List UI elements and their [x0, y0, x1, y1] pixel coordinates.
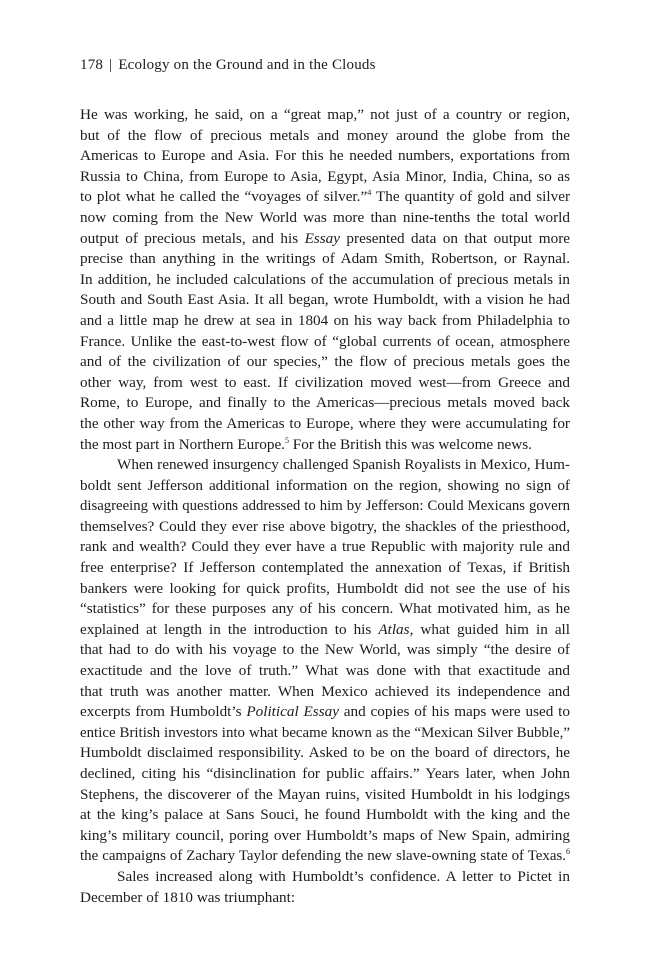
text-line: the other way from the Americas to Europe, where they were accumulating for: [80, 414, 570, 432]
text-line: disagreeing with questions addressed to him by Jefferson: Could Mexicans govern: [80, 498, 570, 515]
text-line: rank and wealth? Could they ever have a true Republic with majority rule and: [80, 538, 570, 556]
chapter-title: Ecology on the Ground and in the Clouds: [118, 57, 376, 73]
text-line: bankers were looking for quick profits, Humboldt did not see the use of his: [80, 579, 570, 597]
text-line: Rome, to Europe, and finally to the Americas—precious metals moved back: [80, 394, 570, 412]
text-line: [80, 846, 570, 867]
text-line: France. Unlike the east-to-west flow of “global currents of ocean, atmosphere: [80, 332, 570, 350]
text-segment: output of precious metals, and his: [80, 229, 305, 247]
text-line: that truth was another matter. When Mexico achieved its independence and: [80, 682, 570, 700]
text-line: but of the flow of precious metals and money around the globe from the: [80, 126, 570, 144]
footnote-marker: 4: [367, 188, 372, 198]
text-line: Stephens, the discoverer of the Mayan ruins, visited Humboldt in his lodgings: [80, 785, 570, 803]
text-line: [80, 187, 570, 208]
text-line: free enterprise? If Jefferson contemplated the annexation of Texas, if British: [80, 559, 570, 577]
text-line: [80, 702, 570, 723]
text-line: South and South East Asia. It all began, wrote Humboldt, with a vision he had: [80, 291, 570, 309]
text-line: When renewed insurgency challenged Spanish Royalists in Mexico, Hum-: [117, 456, 570, 474]
italic-title: Atlas,: [378, 620, 414, 638]
text-segment: and copies of his maps were used to: [338, 703, 570, 721]
text-line: themselves? Could they ever rise above bigotry, the shackles of the priesthood,: [80, 517, 570, 535]
page-number: 178: [80, 57, 104, 73]
text-line: In addition, he included calculations of the accumulation of precious metals in: [80, 270, 570, 288]
text-line: boldt sent Jefferson additional information on the region, showing no sign of: [80, 476, 570, 494]
italic-title: Essay: [304, 229, 340, 247]
text-line: entice British investors into what became known as the “Mexican Silver Bubble,”: [80, 724, 570, 741]
text-line: Sales increased along with Humboldt’s confidence. A letter to Pictet in: [117, 867, 570, 885]
text-line: Russia to China, from Europe to Asia, Egypt, Asia Minor, India, China, so as: [80, 167, 570, 185]
text-segment: the most part in Northern Europe.: [80, 435, 285, 453]
text-line: at the king’s palace at Sans Souci, he found Humboldt with the king and the: [80, 806, 570, 824]
text-segment: what guided him in all: [413, 620, 570, 638]
text-line: declined, citing his “disinclination for public affairs.” Years later, when John: [80, 765, 570, 782]
text-segment: the campaigns of Zachary Taylor defending the new slave-owning state of Texas.: [80, 848, 566, 865]
text-line: that had to do with his voyage to the New World, was simply “the desire of: [80, 641, 570, 659]
text-line: [80, 620, 570, 641]
text-line: king’s military council, poring over Humboldt’s maps of New Spain, admiring: [80, 826, 570, 844]
footnote-marker: 5: [284, 435, 289, 445]
text-line: He was working, he said, on a “great map,” not just of a country or region,: [80, 106, 570, 123]
text-line: “statistics” for these purposes any of his concern. What motivated him, as he: [80, 600, 570, 618]
text-line: precise than anything in the writings of Adam Smith, Robertson, or Raynal.: [80, 250, 570, 268]
text-line: Humboldt disclaimed responsibility. Asked to be on the board of directors, he: [80, 744, 570, 762]
text-line: and of the civilization of our species,” the flow of precious metals goes the: [80, 353, 570, 371]
text-segment: For the British this was welcome news.: [288, 435, 532, 453]
text-segment: explained at length in the introduction to his: [80, 620, 379, 638]
footnote-marker: 6: [566, 847, 570, 857]
text-line: [80, 435, 570, 456]
text-line: December of 1810 was triumphant:: [80, 888, 296, 906]
text-line: exactitude and the love of truth.” What was done with that exactitude and: [80, 662, 570, 680]
text-line: now coming from the New World was more than nine-tenths the total world: [80, 208, 570, 226]
text-line: Americas to Europe and Asia. For this he needed numbers, exportations from: [80, 147, 570, 165]
header-separator: |: [109, 57, 113, 73]
text-segment: excerpts from Humboldt’s: [80, 703, 247, 721]
text-segment: presented data on that output more: [340, 229, 571, 247]
text-segment: to plot what he called the “voyages of silver.”: [80, 188, 368, 206]
text-line: other way, from west to east. If civilization moved west—from Greece and: [80, 373, 570, 391]
italic-title: Political Essay: [246, 703, 339, 721]
text-line: and a little map he drew at sea in 1804 on his way back from Philadelphia to: [80, 311, 570, 329]
body-text: [80, 105, 570, 908]
text-line: [80, 229, 570, 250]
text-segment: The quantity of gold and silver: [371, 188, 570, 206]
running-head: [80, 57, 376, 74]
